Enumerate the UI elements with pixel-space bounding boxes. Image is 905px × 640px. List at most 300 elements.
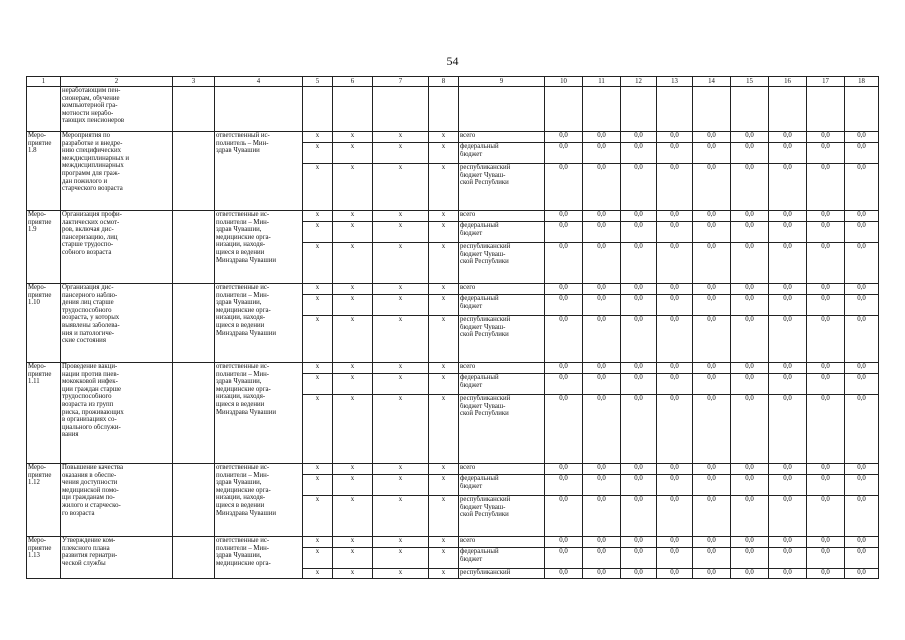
x-mark: x (429, 284, 459, 295)
activity-name-line: разработке и внедре- (62, 139, 123, 147)
funding-source-line: федеральный (460, 374, 499, 381)
funding-source-line: бюджет Чуваш- (460, 171, 506, 179)
executor-line: ответственные ис- (216, 284, 270, 291)
code-cell (27, 87, 61, 132)
executor-line: здрав Чувашии, (216, 479, 262, 487)
header-row (27, 77, 879, 87)
activity-name (61, 537, 173, 579)
value-cell: 0,0 (769, 464, 807, 475)
x-mark: x (429, 395, 459, 464)
executor-line: здрав Чувашии, (216, 299, 262, 307)
executor-line: медицинские орга- (216, 306, 271, 314)
value-cell: 0,0 (693, 243, 731, 284)
value-cell: 0,0 (769, 222, 807, 243)
page-number: 54 (446, 54, 459, 68)
value-cell: 0,0 (657, 569, 693, 579)
empty-cell (173, 132, 215, 211)
funding-source-line: бюджет (460, 229, 483, 237)
activity-name-line: ческой службы (62, 559, 106, 567)
x-mark: x (303, 537, 333, 548)
activity-name-line: в организациях со- (62, 416, 117, 424)
value-cell: 0,0 (807, 132, 845, 143)
value-cell: 0,0 (731, 537, 769, 548)
value-cell: 0,0 (769, 243, 807, 284)
value-cell: 0,0 (731, 284, 769, 295)
activity-code (27, 284, 61, 363)
value-cell: 0,0 (621, 295, 657, 316)
value-cell: 0,0 (693, 395, 731, 464)
value-cell: 0,0 (845, 132, 879, 143)
activity-name-line: пансеризацию, лиц (62, 233, 118, 241)
funding-source (459, 537, 545, 548)
table-row (27, 464, 879, 475)
value-cell: 0,0 (769, 132, 807, 143)
value-cell: 0,0 (621, 464, 657, 475)
empty-cell (429, 87, 459, 132)
value-cell: 0,0 (807, 222, 845, 243)
funding-source-line: бюджет (460, 555, 483, 563)
funding-source (459, 222, 545, 243)
x-mark: x (373, 548, 429, 569)
x-mark: x (333, 395, 373, 464)
executor-line: здрав Чувашии, (216, 552, 262, 560)
value-cell: 0,0 (545, 132, 583, 143)
activity-code-line: Меро- (28, 464, 47, 471)
value-cell: 0,0 (621, 284, 657, 295)
value-cell: 0,0 (769, 548, 807, 569)
x-mark: x (429, 569, 459, 579)
value-cell: 0,0 (731, 222, 769, 243)
funding-source-line: всего (460, 363, 476, 370)
value-cell: 0,0 (621, 363, 657, 374)
x-mark: x (429, 464, 459, 475)
funding-source-line: всего (460, 132, 476, 139)
activity-name-line: возраста из групп (62, 400, 114, 408)
value-cell: 0,0 (693, 548, 731, 569)
funding-source-line: республиканский (460, 569, 511, 576)
x-mark: x (303, 548, 333, 569)
value-cell: 0,0 (693, 475, 731, 496)
continuation-row (27, 87, 879, 132)
activity-name-line: чения доступности (62, 479, 118, 487)
value-cell: 0,0 (845, 143, 879, 164)
empty-cell (333, 87, 373, 132)
activity-code-line: 1.13 (28, 552, 40, 560)
x-mark: x (429, 496, 459, 537)
funding-source (459, 295, 545, 316)
value-cell: 0,0 (731, 395, 769, 464)
empty-cell (373, 87, 429, 132)
value-cell: 0,0 (807, 537, 845, 548)
x-mark: x (303, 395, 333, 464)
value-cell: 0,0 (693, 222, 731, 243)
x-mark: x (303, 295, 333, 316)
x-mark: x (333, 132, 373, 143)
value-cell: 0,0 (583, 222, 621, 243)
executor-line: ответственные ис- (216, 211, 270, 218)
value-cell: 0,0 (657, 222, 693, 243)
value-cell: 0,0 (807, 475, 845, 496)
value-cell: 0,0 (807, 211, 845, 222)
value-cell: 0,0 (583, 548, 621, 569)
value-cell: 0,0 (545, 295, 583, 316)
value-cell: 0,0 (693, 537, 731, 548)
column-header: 6 (333, 77, 373, 87)
value-cell: 0,0 (657, 464, 693, 475)
activity-name-line: пансерного наблю- (62, 291, 118, 299)
value-cell: 0,0 (769, 164, 807, 211)
funding-source-line: всего (460, 537, 476, 544)
value-cell: 0,0 (545, 569, 583, 579)
budget-table (26, 76, 879, 579)
executor-line: щиеся в ведении (216, 400, 265, 408)
value-cell: 0,0 (845, 496, 879, 537)
executor-line: полнители – Мин- (216, 544, 270, 552)
column-header: 12 (621, 77, 657, 87)
funding-source-line: бюджет (460, 482, 483, 490)
value-cell: 0,0 (807, 143, 845, 164)
value-cell: 0,0 (545, 222, 583, 243)
x-mark: x (373, 464, 429, 475)
value-cell: 0,0 (731, 464, 769, 475)
funding-source-line: бюджет Чуваш- (460, 503, 506, 511)
x-mark: x (333, 374, 373, 395)
executor-line: медицинские орга- (216, 559, 271, 567)
executor-line: щиеся в ведении (216, 501, 265, 509)
value-cell: 0,0 (845, 211, 879, 222)
column-header: 13 (657, 77, 693, 87)
column-header: 11 (583, 77, 621, 87)
value-cell: 0,0 (657, 395, 693, 464)
activity-name (61, 284, 173, 363)
funding-source-line: бюджет (460, 302, 483, 310)
activity-name-line: компьютерной гра- (62, 102, 118, 110)
value-cell: 0,0 (807, 316, 845, 363)
x-mark: x (373, 132, 429, 143)
x-mark: x (429, 316, 459, 363)
executor-line: ответственные ис- (216, 363, 270, 370)
executor-line: медицинские орга- (216, 486, 271, 494)
value-cell: 0,0 (657, 496, 693, 537)
funding-source-line: бюджет (460, 381, 483, 389)
x-mark: x (333, 464, 373, 475)
activity-name-line: оказания в обеспе- (62, 471, 117, 479)
empty-cell (731, 87, 769, 132)
x-mark: x (333, 548, 373, 569)
value-cell: 0,0 (807, 243, 845, 284)
activity-name-line: мотности нерабо- (62, 109, 114, 117)
activity-name-line: циального обслужи- (62, 423, 121, 431)
empty-cell (173, 211, 215, 284)
activity-name-line: междисциплинарных (62, 162, 124, 170)
value-cell: 0,0 (769, 143, 807, 164)
funding-source (459, 132, 545, 143)
activity-name-line: трудоспособного (62, 306, 112, 314)
x-mark: x (303, 569, 333, 579)
x-mark: x (303, 222, 333, 243)
value-cell: 0,0 (621, 569, 657, 579)
value-cell: 0,0 (621, 374, 657, 395)
x-mark: x (373, 243, 429, 284)
empty-cell (807, 87, 845, 132)
executor-line: низации, находя- (216, 314, 266, 322)
x-mark: x (303, 464, 333, 475)
value-cell: 0,0 (545, 374, 583, 395)
value-cell: 0,0 (583, 374, 621, 395)
x-mark: x (429, 222, 459, 243)
x-mark: x (429, 295, 459, 316)
value-cell: 0,0 (845, 395, 879, 464)
executor-line: низации, находя- (216, 393, 266, 401)
executor-line: низации, находя- (216, 241, 266, 249)
empty-cell (459, 87, 545, 132)
column-header: 18 (845, 77, 879, 87)
value-cell: 0,0 (845, 222, 879, 243)
activity-name-line: Повышение качества (62, 464, 123, 471)
executor-line: полнители – Мин- (216, 370, 270, 378)
value-cell: 0,0 (657, 132, 693, 143)
value-cell: 0,0 (807, 569, 845, 579)
column-header: 7 (373, 77, 429, 87)
activity-name-line: Проведение вакци- (62, 363, 118, 370)
x-mark: x (333, 143, 373, 164)
activity-name-line: возраста, у которых (62, 314, 120, 322)
value-cell: 0,0 (769, 569, 807, 579)
executor-line: Минздрава Чувашии (216, 256, 277, 264)
funding-source-line: республиканский (460, 316, 511, 323)
activity-name-line: плексного плана (62, 544, 110, 552)
empty-cell (173, 363, 215, 464)
value-cell: 0,0 (693, 211, 731, 222)
activity-code-line: Меро- (28, 132, 47, 139)
activity-code-line: приятие (28, 218, 52, 226)
x-mark: x (303, 316, 333, 363)
empty-cell (173, 284, 215, 363)
value-cell: 0,0 (693, 363, 731, 374)
value-cell: 0,0 (693, 295, 731, 316)
value-cell: 0,0 (731, 316, 769, 363)
x-mark: x (303, 143, 333, 164)
activity-code-line: приятие (28, 370, 52, 378)
activity-name-line: ров, включая дис- (62, 226, 114, 234)
value-cell: 0,0 (807, 548, 845, 569)
value-cell: 0,0 (545, 363, 583, 374)
activity-code-line: 1.9 (28, 226, 37, 234)
funding-source-line: всего (460, 284, 476, 291)
value-cell: 0,0 (731, 548, 769, 569)
activity-code-line: 1.11 (28, 378, 40, 386)
x-mark: x (373, 496, 429, 537)
x-mark: x (333, 243, 373, 284)
value-cell: 0,0 (807, 496, 845, 537)
funding-source-line: республиканский (460, 164, 511, 171)
x-mark: x (333, 284, 373, 295)
value-cell: 0,0 (845, 243, 879, 284)
value-cell: 0,0 (545, 243, 583, 284)
value-cell: 0,0 (731, 243, 769, 284)
value-cell: 0,0 (657, 164, 693, 211)
funding-source-line: республиканский (460, 395, 511, 402)
value-cell: 0,0 (807, 464, 845, 475)
value-cell: 0,0 (621, 222, 657, 243)
column-header: 4 (215, 77, 303, 87)
value-cell: 0,0 (845, 548, 879, 569)
value-cell: 0,0 (845, 363, 879, 374)
column-header: 8 (429, 77, 459, 87)
x-mark: x (303, 496, 333, 537)
value-cell: 0,0 (845, 464, 879, 475)
activity-name-line: риска, проживающих (62, 408, 124, 416)
value-cell: 0,0 (583, 243, 621, 284)
value-cell: 0,0 (621, 475, 657, 496)
value-cell: 0,0 (693, 143, 731, 164)
x-mark: x (373, 164, 429, 211)
value-cell: 0,0 (657, 243, 693, 284)
value-cell: 0,0 (731, 569, 769, 579)
activity-name-line: Организация дис- (62, 284, 114, 291)
executor (215, 284, 303, 363)
value-cell: 0,0 (693, 569, 731, 579)
value-cell: 0,0 (657, 475, 693, 496)
funding-source (459, 374, 545, 395)
x-mark: x (373, 395, 429, 464)
value-cell: 0,0 (621, 548, 657, 569)
x-mark: x (429, 537, 459, 548)
value-cell: 0,0 (693, 464, 731, 475)
value-cell: 0,0 (657, 143, 693, 164)
activity-name-line: собного возраста (62, 248, 112, 256)
value-cell: 0,0 (845, 164, 879, 211)
value-cell: 0,0 (657, 211, 693, 222)
funding-source-line: республиканский (460, 496, 511, 503)
activity-code-line: приятие (28, 471, 52, 479)
funding-source-line: федеральный (460, 475, 499, 482)
x-mark: x (303, 132, 333, 143)
empty-cell (845, 87, 879, 132)
value-cell: 0,0 (583, 284, 621, 295)
column-header: 3 (173, 77, 215, 87)
empty-cell (173, 464, 215, 537)
empty-cell (303, 87, 333, 132)
executor-line: Минздрава Чувашии (216, 509, 277, 517)
empty-cell (583, 87, 621, 132)
executor-line: Минздрава Чувашии (216, 408, 277, 416)
value-cell: 0,0 (583, 295, 621, 316)
x-mark: x (333, 222, 373, 243)
value-cell: 0,0 (769, 295, 807, 316)
column-header: 10 (545, 77, 583, 87)
value-cell: 0,0 (845, 316, 879, 363)
table-row (27, 284, 879, 295)
activity-name (61, 464, 173, 537)
x-mark: x (333, 363, 373, 374)
empty-cell (693, 87, 731, 132)
value-cell: 0,0 (583, 363, 621, 374)
executor-line: щиеся в ведении (216, 248, 265, 256)
value-cell: 0,0 (545, 496, 583, 537)
activity-code-line: Меро- (28, 363, 47, 370)
executor-line: здрав Чувашии (216, 147, 260, 155)
value-cell: 0,0 (807, 363, 845, 374)
funding-source (459, 284, 545, 295)
funding-source (459, 569, 545, 579)
value-cell: 0,0 (845, 537, 879, 548)
value-cell: 0,0 (621, 143, 657, 164)
activity-name-line: ции граждан старше (62, 385, 122, 393)
x-mark: x (373, 295, 429, 316)
x-mark: x (333, 537, 373, 548)
activity-name-line: тающих пенсионеров (62, 117, 125, 125)
value-cell: 0,0 (845, 374, 879, 395)
value-cell: 0,0 (807, 164, 845, 211)
value-cell: 0,0 (693, 284, 731, 295)
value-cell: 0,0 (583, 496, 621, 537)
executor-line: низации, находя- (216, 494, 266, 502)
activity-name-line: медицинской помо- (62, 486, 119, 494)
x-mark: x (303, 475, 333, 496)
value-cell: 0,0 (731, 496, 769, 537)
activity-name-line: жилого и старческо- (62, 501, 121, 509)
value-cell: 0,0 (621, 316, 657, 363)
value-cell: 0,0 (657, 284, 693, 295)
value-cell: 0,0 (731, 143, 769, 164)
executor-line: здрав Чувашии, (216, 378, 262, 386)
funding-source (459, 211, 545, 222)
table-row (27, 132, 879, 143)
empty-cell (545, 87, 583, 132)
value-cell: 0,0 (621, 243, 657, 284)
x-mark: x (373, 143, 429, 164)
executor-line: полнители – Мин- (216, 291, 270, 299)
activity-name-line: выявлены заболева- (62, 321, 120, 329)
table-row (27, 537, 879, 548)
value-cell: 0,0 (731, 363, 769, 374)
value-cell: 0,0 (769, 316, 807, 363)
empty-cell (657, 87, 693, 132)
value-cell: 0,0 (657, 374, 693, 395)
executor-line: ответственные ис- (216, 464, 270, 471)
activity-name-line: неработающим пен- (62, 87, 121, 94)
x-mark: x (303, 363, 333, 374)
value-cell: 0,0 (845, 475, 879, 496)
value-cell: 0,0 (693, 316, 731, 363)
value-cell: 0,0 (583, 464, 621, 475)
activity-name-line: дения лиц старше (62, 299, 114, 307)
value-cell: 0,0 (731, 374, 769, 395)
value-cell: 0,0 (657, 363, 693, 374)
x-mark: x (373, 211, 429, 222)
activity-code (27, 132, 61, 211)
executor-line: полнители – Мин- (216, 471, 270, 479)
value-cell: 0,0 (845, 295, 879, 316)
x-mark: x (429, 143, 459, 164)
activity-code (27, 211, 61, 284)
x-mark: x (429, 132, 459, 143)
x-mark: x (429, 475, 459, 496)
value-cell: 0,0 (621, 164, 657, 211)
x-mark: x (373, 316, 429, 363)
value-cell: 0,0 (583, 475, 621, 496)
funding-source (459, 143, 545, 164)
x-mark: x (373, 363, 429, 374)
activity-name-line: старше трудоспо- (62, 241, 114, 249)
funding-source (459, 316, 545, 363)
column-header: 16 (769, 77, 807, 87)
x-mark: x (429, 164, 459, 211)
executor (215, 211, 303, 284)
x-mark: x (303, 211, 333, 222)
value-cell: 0,0 (731, 211, 769, 222)
